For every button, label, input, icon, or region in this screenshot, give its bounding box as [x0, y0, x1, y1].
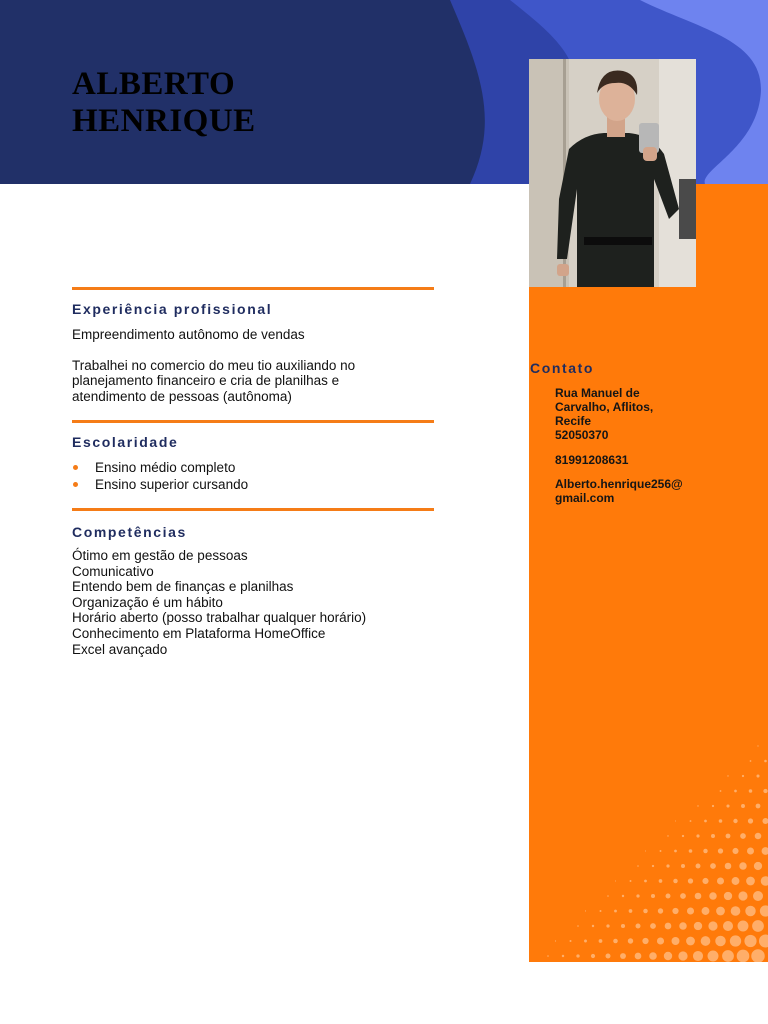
halftone-dot	[752, 920, 764, 932]
address-line: 52050370	[555, 428, 609, 442]
halftone-dot	[763, 789, 767, 793]
halftone-dot	[747, 848, 754, 855]
halftone-dot	[730, 935, 741, 946]
skill-item: Entendo bem de finanças e planilhas	[72, 579, 294, 595]
halftone-dot	[749, 789, 753, 793]
halftone-dot	[600, 910, 602, 912]
experience-description: Trabalhei no comercio do meu tio auxiliando no planejamento financeiro e cria de planilhas e atendimento de pessoas (autônoma)	[72, 357, 356, 404]
halftone-dot	[751, 949, 764, 962]
halftone-dot	[702, 907, 710, 915]
halftone-dot	[675, 820, 676, 821]
halftone-dot	[630, 880, 632, 882]
halftone-dot	[693, 951, 703, 961]
halftone-dot	[642, 938, 648, 944]
halftone-dot	[703, 849, 707, 853]
skill-item: Organização é um hábito	[72, 594, 223, 610]
halftone-dot	[744, 935, 756, 947]
education-heading: Escolaridade	[72, 434, 179, 450]
person-photo-illustration	[529, 59, 696, 287]
halftone-dot	[690, 820, 692, 822]
halftone-dot	[724, 892, 732, 900]
halftone-dot	[708, 951, 719, 962]
halftone-dot	[659, 879, 663, 883]
halftone-dot	[672, 937, 680, 945]
contact-address	[555, 386, 715, 442]
halftone-dot	[652, 865, 654, 867]
email-line: Alberto.henrique256@	[555, 477, 683, 491]
halftone-dot	[614, 910, 617, 913]
halftone-dot	[666, 894, 671, 899]
section-divider	[72, 287, 434, 290]
halftone-dot	[599, 939, 603, 943]
halftone-dot	[615, 880, 616, 881]
halftone-dot	[650, 923, 656, 929]
halftone-dot	[577, 925, 579, 927]
halftone-dot	[660, 850, 662, 852]
education-list	[72, 460, 248, 493]
halftone-dot	[629, 909, 633, 913]
address-line: Recife	[555, 414, 592, 428]
halftone-dot	[739, 862, 746, 869]
halftone-dot	[649, 952, 657, 960]
halftone-dot	[712, 805, 714, 807]
email-line: gmail.com	[555, 491, 615, 505]
bullet-icon	[73, 482, 78, 487]
halftone-dot	[689, 849, 693, 853]
halftone-dot	[584, 940, 587, 943]
skill-item: Horário aberto (posso trabalhar qualquer horário)	[72, 610, 367, 626]
halftone-dot	[762, 847, 768, 855]
halftone-dot	[665, 923, 672, 930]
halftone-dot	[687, 907, 694, 914]
halftone-dot	[704, 820, 707, 823]
halftone-dot	[607, 895, 609, 897]
halftone-dot	[740, 833, 746, 839]
halftone-dot	[636, 894, 639, 897]
halftone-dot	[667, 835, 668, 836]
education-item: Ensino superior cursando	[95, 476, 249, 492]
halftone-dot	[592, 925, 594, 927]
halftone-dot	[718, 848, 723, 853]
halftone-dot	[657, 937, 664, 944]
halftone-dot	[754, 862, 762, 870]
halftone-dot	[720, 790, 722, 792]
halftone-dot	[666, 864, 669, 867]
halftone-dot	[695, 893, 702, 900]
halftone-dot	[673, 879, 677, 883]
halftone-dot	[562, 955, 564, 957]
section-divider	[72, 508, 434, 511]
halftone-dot	[717, 877, 724, 884]
halftone-dot	[622, 895, 624, 897]
halftone-dot	[576, 954, 579, 957]
halftone-dot	[723, 921, 733, 931]
halftone-dot	[761, 876, 768, 886]
halftone-dot	[760, 905, 768, 916]
halftone-dot	[741, 804, 745, 808]
halftone-dot	[658, 908, 663, 913]
halftone-dot	[555, 940, 556, 941]
halftone-dot	[694, 922, 702, 930]
halftone-dot	[696, 834, 699, 837]
halftone-dot	[644, 880, 647, 883]
halftone-dot	[585, 910, 586, 911]
halftone-dot	[750, 760, 752, 762]
halftone-dot	[636, 924, 641, 929]
contact-phone	[555, 453, 715, 467]
halftone-dot	[681, 864, 685, 868]
halftone-dot	[621, 924, 625, 928]
candidate-name: ALBERTO HENRIQUE	[72, 66, 256, 139]
halftone-dot	[710, 863, 716, 869]
list-item	[72, 460, 248, 477]
halftone-dot	[734, 790, 737, 793]
halftone-dot	[748, 818, 753, 823]
halftone-dot	[672, 908, 678, 914]
halftone-dot	[733, 819, 737, 823]
skill-item: Comunicativo	[72, 563, 154, 579]
halftone-dot	[688, 878, 693, 883]
contact-sidebar	[529, 184, 768, 962]
halftone-dot	[764, 760, 767, 763]
halftone-dot	[738, 921, 749, 932]
halftone-dot	[620, 953, 626, 959]
experience-role: Empreendimento autônomo de vendas	[72, 327, 305, 342]
address-line: Rua Manuel de	[555, 386, 640, 400]
halftone-dot	[727, 775, 728, 776]
skills-heading: Competências	[72, 524, 187, 540]
halftone-dot	[605, 953, 610, 958]
halftone-dot	[569, 940, 571, 942]
halftone-dot	[716, 907, 725, 916]
halftone-dot	[697, 805, 698, 806]
phone-number: 81991208631	[555, 453, 629, 467]
contact-heading: Contato	[530, 360, 595, 376]
experience-content	[72, 327, 412, 404]
halftone-dot	[680, 893, 686, 899]
halftone-dot	[737, 950, 750, 962]
halftone-dot	[679, 922, 687, 930]
halftone-dot	[678, 951, 687, 960]
skills-list	[72, 548, 412, 657]
skill-item: Ótimo em gestão de pessoas	[72, 548, 248, 563]
halftone-dot	[715, 936, 726, 947]
halftone-dot	[591, 954, 595, 958]
halftone-dot	[762, 818, 768, 824]
halftone-dot	[738, 891, 747, 900]
contact-email	[555, 477, 715, 505]
profile-photo	[529, 59, 696, 287]
halftone-dot	[702, 878, 708, 884]
halftone-dot	[759, 934, 768, 947]
halftone-dot	[756, 774, 759, 777]
halftone-dot	[674, 850, 677, 853]
bullet-icon	[73, 465, 78, 470]
halftone-dot	[709, 892, 716, 899]
address-line: Carvalho, Aflitos,	[555, 400, 654, 414]
halftone-dot	[613, 939, 618, 944]
halftone-dot	[711, 834, 715, 838]
halftone-dot	[643, 909, 648, 914]
halftone-dot	[742, 775, 744, 777]
halftone-dot	[726, 834, 731, 839]
halftone-dot	[756, 804, 761, 809]
halftone-dot	[664, 952, 672, 960]
halftone-dot	[722, 950, 734, 962]
list-item	[72, 477, 248, 494]
halftone-dot	[753, 891, 763, 901]
halftone-dot	[547, 955, 549, 957]
halftone-dot	[645, 850, 646, 851]
halftone-dot	[628, 938, 633, 943]
skill-item: Excel avançado	[72, 641, 168, 657]
halftone-dot	[708, 921, 717, 930]
halftone-dot	[746, 877, 755, 886]
halftone-dot	[682, 835, 684, 837]
halftone-dot	[755, 833, 762, 840]
halftone-dot	[701, 936, 711, 946]
halftone-dot	[725, 863, 732, 870]
skill-item: Conhecimento em Plataforma HomeOffice	[72, 625, 326, 641]
education-item: Ensino médio completo	[95, 460, 236, 475]
experience-heading: Experiência profissional	[72, 301, 273, 317]
halftone-dot	[732, 848, 738, 854]
halftone-dot	[719, 819, 723, 823]
section-divider	[72, 420, 434, 423]
halftone-dots-decoration	[529, 682, 768, 962]
halftone-dot	[686, 937, 695, 946]
halftone-dot	[651, 894, 655, 898]
halftone-dot	[757, 745, 758, 746]
halftone-dot	[726, 804, 729, 807]
halftone-dot	[637, 865, 639, 867]
halftone-dot	[732, 877, 740, 885]
halftone-dot	[696, 864, 701, 869]
halftone-dot	[731, 906, 741, 916]
halftone-dot	[635, 953, 642, 960]
halftone-dot	[606, 924, 609, 927]
halftone-dot	[745, 906, 755, 916]
